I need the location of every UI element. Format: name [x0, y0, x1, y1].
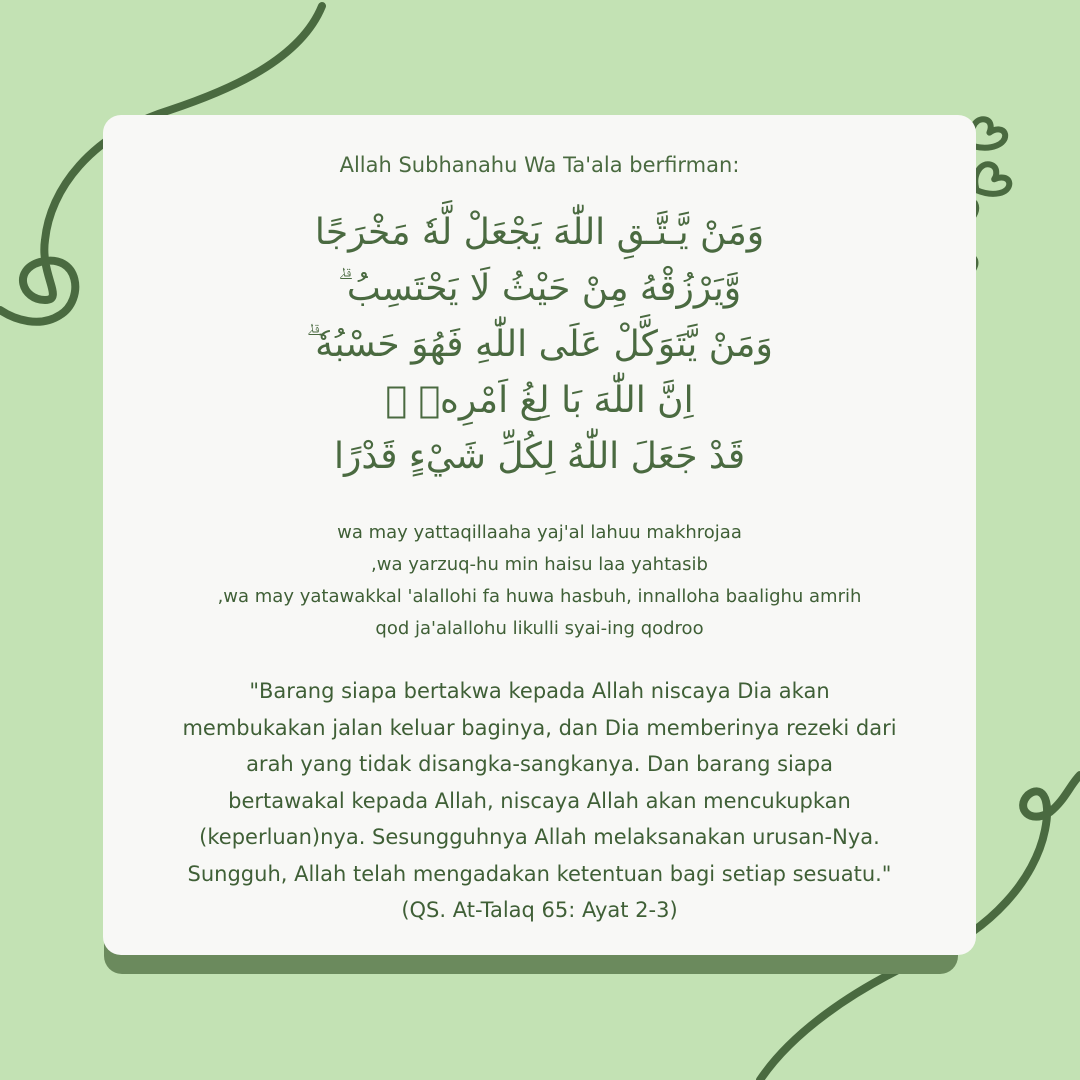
- transliteration-line: wa may yattaqillaaha yaj'al lahuu makhrojaa: [337, 522, 742, 543]
- translation-line: Sungguh, Allah telah mengadakan ketentuan bagi setiap sesuatu.": [187, 861, 892, 886]
- transliteration: [103, 517, 976, 645]
- transliteration-line: ,wa may yatawakkal 'alallohi fa huwa hasbuh, innalloha baalighu amrih: [217, 586, 862, 607]
- arabic-line: قَدْ جَعَلَ اللّٰهُ لِكُلِّ شَيْءٍ قَدْرًا: [333, 436, 746, 477]
- transliteration-line: ,wa yarzuq-hu min haisu laa yahtasib: [371, 554, 708, 575]
- arabic-line: وَمَنْ يَّتَوَكَّلْ عَلَى اللّٰهِ فَهُوَ حَسْبُهٗ ۗ: [306, 324, 773, 365]
- translation-line: "Barang siapa bertakwa kepada Allah niscaya Dia akan: [249, 679, 830, 703]
- translation-line: bertawakal kepada Allah, niscaya Allah akan mencukupkan: [228, 788, 851, 813]
- translation-line: arah yang tidak disangka-sangkanya. Dan barang siapa: [246, 752, 833, 776]
- transliteration-line: qod ja'alallohu likulli syai-ing qodroo: [375, 618, 704, 639]
- arabic-line: وَّيَرْزُقْهُ مِنْ حَيْثُ لَا يَحْتَسِبُ ۗ: [337, 268, 742, 309]
- arabic-line: اِنَّ اللّٰهَ بَا لِغُ اَمْرِهٖ ۗ: [385, 380, 694, 421]
- translation: [123, 673, 956, 929]
- intro-text: Allah Subhanahu Wa Ta'ala berfirman:: [339, 153, 740, 177]
- translation-line: membukakan jalan keluar baginya, dan Dia memberinya rezeki dari: [182, 715, 897, 740]
- arabic-line: وَمَنْ يَّـتَّـقِ اللّٰهَ يَجْعَلْ لَّهٗ مَخْرَجًا: [314, 212, 765, 253]
- translation-line: (keperluan)nya. Sesungguhnya Allah melaksanakan urusan-Nya.: [199, 825, 880, 849]
- arabic-verse: [103, 205, 976, 485]
- quote-card: [103, 115, 976, 955]
- verse-reference: (QS. At-Talaq 65: Ayat 2-3): [401, 898, 678, 922]
